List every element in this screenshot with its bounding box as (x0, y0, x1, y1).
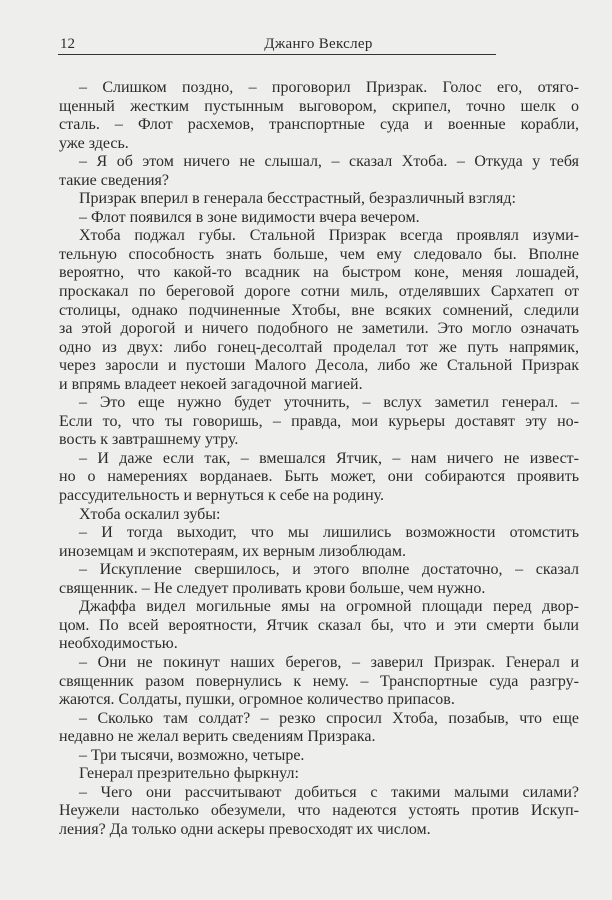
paragraph (59, 79, 579, 153)
text-line: Хтоба оскалил зубы: (79, 505, 221, 523)
page-body (59, 79, 579, 839)
text-line: недавно не желал верить сведениям Призрака. (59, 728, 376, 746)
paragraph (59, 654, 579, 710)
paragraph (59, 765, 579, 784)
text-line: но о намерениях ворданаев. Быть может, они собираются проявить (59, 468, 579, 486)
text-line: жаются. Солдаты, пушки, огромное количество припасов. (59, 691, 455, 709)
text-line: щенный жестким пустынным выговором, скрипел, точно шелк о (59, 97, 579, 115)
text-line: – Это еще нужно будет уточнить, – вслух заметил генерал. – (79, 394, 579, 412)
text-line: Неужели настолько обезумели, что надеются устоять против Искуп- (59, 802, 579, 820)
text-line: священник. – Не следует проливать крови больше, чем нужно. (59, 579, 486, 597)
page-number: 12 (60, 36, 75, 52)
text-line: проскакал по береговой дороге сотни миль, отделявших Сархатеп от (59, 283, 579, 301)
text-line: сталь. – Флот расхемов, транспортные суда и военные корабли, (59, 116, 579, 134)
text-line: столицы, однако подчиненные Хтобы, вне всяких сомнений, следили (59, 301, 579, 319)
paragraph (59, 561, 579, 598)
text-line: одно из двух: либо гонец-десолтай проделал тот же путь напрямик, (59, 338, 579, 356)
text-line: такие сведения? (59, 171, 170, 189)
text-line: – Слишком поздно, – проговорил Призрак. Голос его, отяго- (79, 79, 579, 96)
text-line: ления? Да только одни аскеры превосходят их числом. (59, 820, 431, 838)
text-line: тельную способность знать больше, чем ему следовало бы. Вполне (59, 245, 579, 263)
text-line: – Я об этом ничего не слышал, – сказал Хтоба. – Откуда у тебя (79, 153, 579, 171)
running-title: Джанго Векслер (264, 36, 373, 52)
text-line: – Флот появился в зоне видимости вчера вечером. (79, 208, 420, 226)
paragraph (59, 710, 579, 747)
text-line: Джаффа видел могильные ямы на огромной площади перед двор- (79, 598, 579, 616)
text-line: – Искупление свершилось, и этого вполне достаточно, – сказал (79, 561, 579, 579)
text-line: за этой дорогой и ничего подобного не заметили. Это могло означать (59, 320, 579, 338)
text-line: Призрак вперил в генерала бесстрастный, безразличный взгляд: (79, 190, 516, 208)
text-line: – И тогда выходит, что мы лишились возможности отомстить (79, 524, 579, 542)
paragraph (59, 506, 579, 525)
text-line: – Три тысячи, возможно, четыре. (79, 746, 305, 764)
text-line: вероятно, что какой-то всадник на быстром коне, меняя лошадей, (59, 264, 579, 282)
paragraph (59, 227, 579, 394)
text-line: – Чего они рассчитывают добиться с такими малыми силами? (79, 783, 579, 801)
text-line: Если то, что ты говоришь, – правда, мои курьеры доставят эту но- (59, 412, 579, 430)
text-line: Хтоба поджал губы. Стальной Призрак всегда проявлял изуми- (79, 227, 579, 245)
paragraph (59, 190, 579, 209)
paragraph (59, 450, 579, 506)
running-header (58, 34, 579, 54)
text-line: и впрямь владеет некоей загадочной магией. (59, 375, 363, 393)
text-line: – Они не покинут наших берегов, – заверил Призрак. Генерал и (79, 653, 579, 671)
text-line: необходимостью. (59, 635, 178, 653)
header-rule (58, 54, 496, 55)
paragraph (59, 524, 579, 561)
text-line: – И даже если так, – вмешался Ятчик, – нам ничего не извест- (79, 449, 579, 467)
paragraph (59, 747, 579, 766)
text-line: священник разом повернулись к нему. – Транспортные суда разгру- (59, 672, 579, 690)
paragraph (59, 784, 579, 840)
paragraph (59, 598, 579, 654)
text-line: – Сколько там солдат? – резко спросил Хтоба, позабыв, что еще (79, 709, 579, 727)
text-line: Генерал презрительно фыркнул: (79, 765, 299, 783)
paragraph (59, 153, 579, 190)
text-line: рассудительность и вернуться к себе на родину. (59, 487, 385, 505)
paragraph (59, 394, 579, 450)
text-line: вость к завтрашнему утру. (59, 431, 239, 449)
text-line: через заросли и пустоши Малого Десола, либо же Стальной Призрак (59, 357, 579, 375)
text-line: уже здесь. (59, 134, 129, 152)
text-line: иноземцам и экспотераям, их верным лизоблюдам. (59, 542, 406, 560)
paragraph (59, 209, 579, 228)
text-line: цом. По всей вероятности, Ятчик сказал бы, что и эти смерти были (59, 616, 579, 634)
